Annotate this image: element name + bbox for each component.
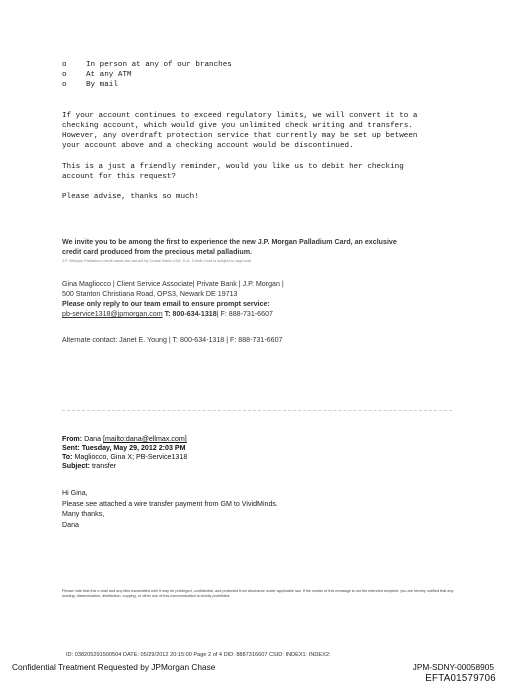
bullet-marker: o — [62, 81, 67, 89]
confidentiality-disclaimer: Please note that this e-mail and any files transmitted with it may be privileged, confidential, and protected from disclosure under applicable law. If the reader of this message is not the intended recipient, you are hereby notified that any reading, dissemination, distribution, copying, or other use of this communication is strictly prohibited. — [62, 589, 454, 598]
list-item — [62, 70, 232, 80]
sent-label: Sent: — [62, 444, 80, 452]
bullet-marker: o — [62, 61, 67, 69]
from-label: From: — [62, 435, 83, 443]
from-mailto-link[interactable]: [mailto:dana@ellmax.com] — [103, 435, 187, 443]
reminder-paragraph: This is a just a friendly reminder, would you like us to debit her checking account for this request? — [62, 163, 404, 181]
palladium-card-invite — [62, 237, 462, 257]
signature-name-line: Gina Magliocco | Client Service Associate| Private Bank | J.P. Morgan | — [62, 280, 284, 288]
to-value: Magliocco, Gina X; PB-Service1318 — [74, 453, 188, 461]
invite-fine-print: J.P. Morgan Palladium credit cards are issued by Chase Bank USA, N.A. Credit Card is subject to approval. — [62, 258, 253, 263]
sent-row — [62, 444, 187, 453]
bates-number: JPM-SDNY-00058905 — [412, 662, 494, 672]
message-divider — [62, 410, 452, 411]
alternate-contact: Alternate contact: Janet E. Young | T: 800-634-1318 | F: 888-731-6607 — [62, 336, 283, 344]
message-sender-name: Dana — [62, 520, 79, 529]
to-row — [62, 453, 187, 462]
email-signature — [62, 279, 482, 319]
confidential-treatment-notice: Confidential Treatment Requested by JPMorgan Chase — [12, 662, 216, 672]
bullet-marker: o — [62, 71, 67, 79]
message-greeting: Hi Gina, — [62, 489, 88, 497]
regulatory-limits-paragraph: If your account continues to exceed regulatory limits, we will convert it to a checking account, which would give you unlimited check writing and transfers. However, any overdraft protection service that currently may be set up between your account above and a checking account would be discontinued. — [62, 112, 418, 150]
subject-row — [62, 462, 187, 471]
from-value: Dana — [84, 435, 102, 443]
sent-value: Tuesday, May 29, 2012 2:03 PM — [81, 444, 186, 452]
list-item — [62, 60, 232, 70]
to-label: To: — [62, 453, 73, 461]
subject-value: transfer — [91, 462, 117, 470]
message-body — [62, 488, 278, 530]
signature-address: 500 Stanton Christiana Road, OPS3, Newark DE 19713 — [62, 290, 238, 298]
contact-methods-list — [62, 60, 232, 90]
signature-fax: | F: 888-731-6607 — [216, 310, 273, 318]
signature-contact-line — [62, 309, 482, 319]
subject-label: Subject: — [62, 462, 90, 470]
message-closing: Many thanks, — [62, 510, 105, 518]
invite-line-2: credit card produced from the precious metal palladium. — [62, 248, 252, 256]
list-item-text: At any ATM — [86, 71, 132, 79]
forwarded-email-header — [62, 435, 187, 471]
signature-reply-note: Please only reply to our team email to ensure prompt service: — [62, 300, 270, 308]
from-row — [62, 435, 187, 444]
fax-transmission-id: ID: 038205291500504 DATE: 05/29/2012 20:15:00 Page 2 of 4 DID: 8887316607 CSID: INDEX1: INDEX2: — [66, 652, 331, 658]
signature-phone: T: 800-634-1318 — [164, 310, 217, 318]
team-email-link[interactable]: pb-service1318@jpmorgan.com — [62, 310, 163, 318]
message-text: Please see attached a wire transfer payment from GM to VividMinds. — [62, 499, 278, 508]
list-item — [62, 80, 232, 90]
efta-number: EFTA01579706 — [425, 673, 496, 684]
list-item-text: In person at any of our branches — [86, 61, 232, 69]
invite-line-1: We invite you to be among the first to experience the new J.P. Morgan Palladium Card, an exclusive — [62, 238, 397, 246]
list-item-text: By mail — [86, 81, 118, 89]
please-advise-line: Please advise, thanks so much! — [62, 193, 199, 201]
